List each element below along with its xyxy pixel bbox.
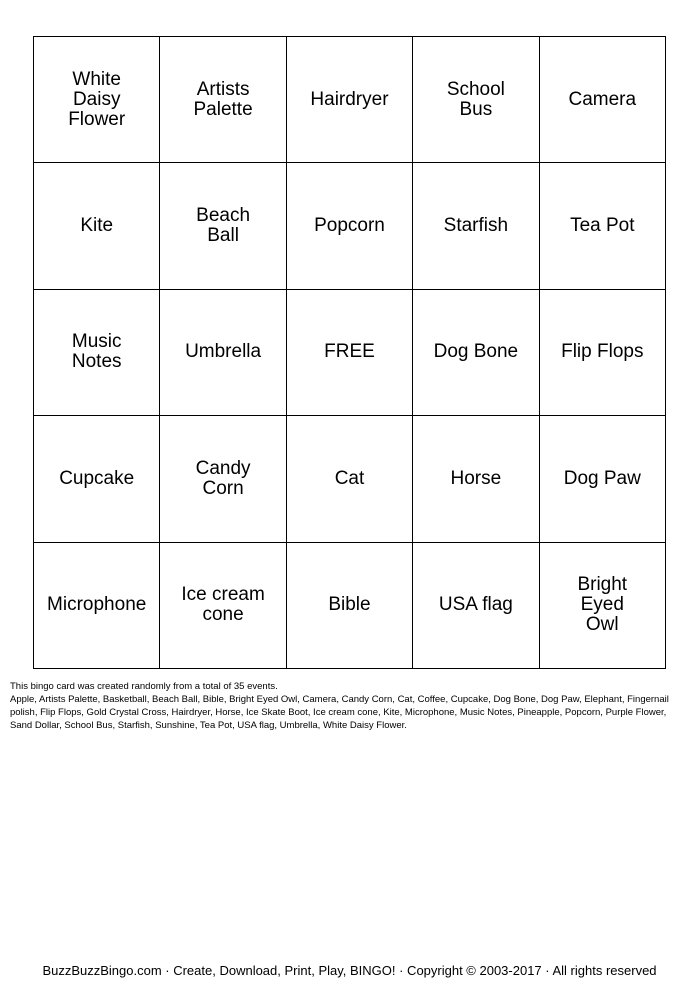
bingo-row-4 — [34, 416, 666, 542]
bingo-cell: Candy Corn — [160, 416, 286, 542]
bingo-cell: Bright Eyed Owl — [539, 542, 665, 668]
bingo-cell: Cat — [286, 416, 412, 542]
bingo-cell: USA flag — [413, 542, 539, 668]
bingo-cell: Bible — [286, 542, 412, 668]
bingo-cell: Umbrella — [160, 289, 286, 415]
card-info-events-list: Apple, Artists Palette, Basketball, Beach Ball, Bible, Bright Eyed Owl, Camera, Candy Corn, Cat, Coffee, Cupcake, Dog Bone, Dog Paw, Elephant, Fingernail polish, Flip Flops, Gold Crystal Cross, Hairdryer, Horse, Ice Skate Boot, Ice cream cone, Kite, Microphone, Music Notes, Pineapple, Popcorn, Purple Flower, Sand Dollar, School Bus, Starfish, Sunshine, Tea Pot, USA flag, Umbrella, White Daisy Flower. — [10, 694, 669, 731]
bingo-row-1 — [34, 37, 666, 163]
bingo-cell: School Bus — [413, 37, 539, 163]
bingo-cell: Tea Pot — [539, 163, 665, 289]
footer-copyright: BuzzBuzzBingo.com · Create, Download, Print, Play, BINGO! · Copyright © 2003-2017 · All rights reserved — [42, 963, 657, 978]
bingo-cell: Cupcake — [34, 416, 160, 542]
bingo-cell: Music Notes — [34, 289, 160, 415]
card-info-intro: This bingo card was created randomly from a total of 35 events. — [10, 681, 278, 692]
bingo-cell: Horse — [413, 416, 539, 542]
bingo-cell: Beach Ball — [160, 163, 286, 289]
bingo-row-5 — [34, 542, 666, 668]
bingo-cell: Ice cream cone — [160, 542, 286, 668]
bingo-cell: Camera — [539, 37, 665, 163]
bingo-cell: Hairdryer — [286, 37, 412, 163]
bingo-cell: Flip Flops — [539, 289, 665, 415]
bingo-row-3 — [34, 289, 666, 415]
bingo-cell: Dog Bone — [413, 289, 539, 415]
bingo-cell: White Daisy Flower — [34, 37, 160, 163]
bingo-cell: Starfish — [413, 163, 539, 289]
card-info — [10, 680, 690, 732]
bingo-cell: Artists Palette — [160, 37, 286, 163]
bingo-cell: Dog Paw — [539, 416, 665, 542]
bingo-row-2 — [34, 163, 666, 289]
bingo-card-grid — [33, 36, 666, 669]
bingo-cell: Popcorn — [286, 163, 412, 289]
bingo-cell: Kite — [34, 163, 160, 289]
bingo-cell: Microphone — [34, 542, 160, 668]
bingo-free-cell: FREE — [286, 289, 412, 415]
